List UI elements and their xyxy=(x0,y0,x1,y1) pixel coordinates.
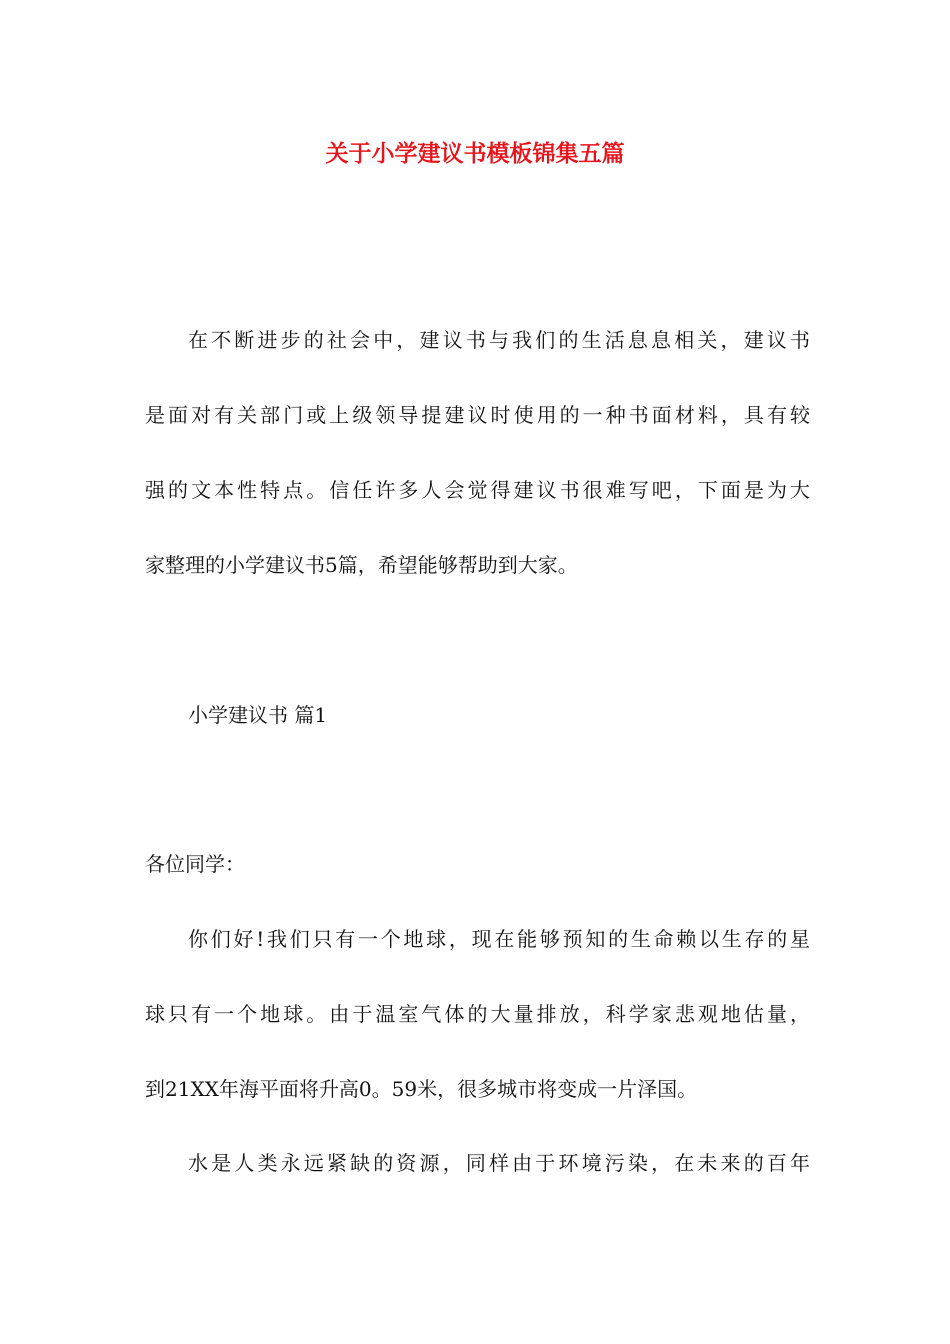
intro-line-2: 是面对有关部门或上级领导提建议时使用的一种书面材料，具有较 xyxy=(145,403,810,427)
salutation: 各位同学： xyxy=(145,852,245,876)
para2-line-1: 水是人类永远紧缺的资源，同样由于环境污染，在未来的百年 xyxy=(188,1151,810,1175)
para1-line-2: 球只有一个地球。由于温室气体的大量排放，科学家悲观地估量， xyxy=(145,1002,810,1026)
intro-line-4: 家整理的小学建议书5篇，希望能够帮助到大家。 xyxy=(145,553,578,577)
document-title: 关于小学建议书模板锦集五篇 xyxy=(325,140,625,167)
intro-line-3: 强的文本性特点。信任许多人会觉得建议书很难写吧，下面是为大 xyxy=(145,478,810,502)
para1-line-1: 你们好!我们只有一个地球，现在能够预知的生命赖以生存的星 xyxy=(188,927,810,951)
para1-line-3: 到21XX年海平面将升高0。59米，很多城市将变成一片泽国。 xyxy=(145,1077,698,1101)
intro-line-1: 在不断进步的社会中，建议书与我们的生活息息相关，建议书 xyxy=(188,328,810,352)
section-heading: 小学建议书 篇1 xyxy=(188,703,328,727)
